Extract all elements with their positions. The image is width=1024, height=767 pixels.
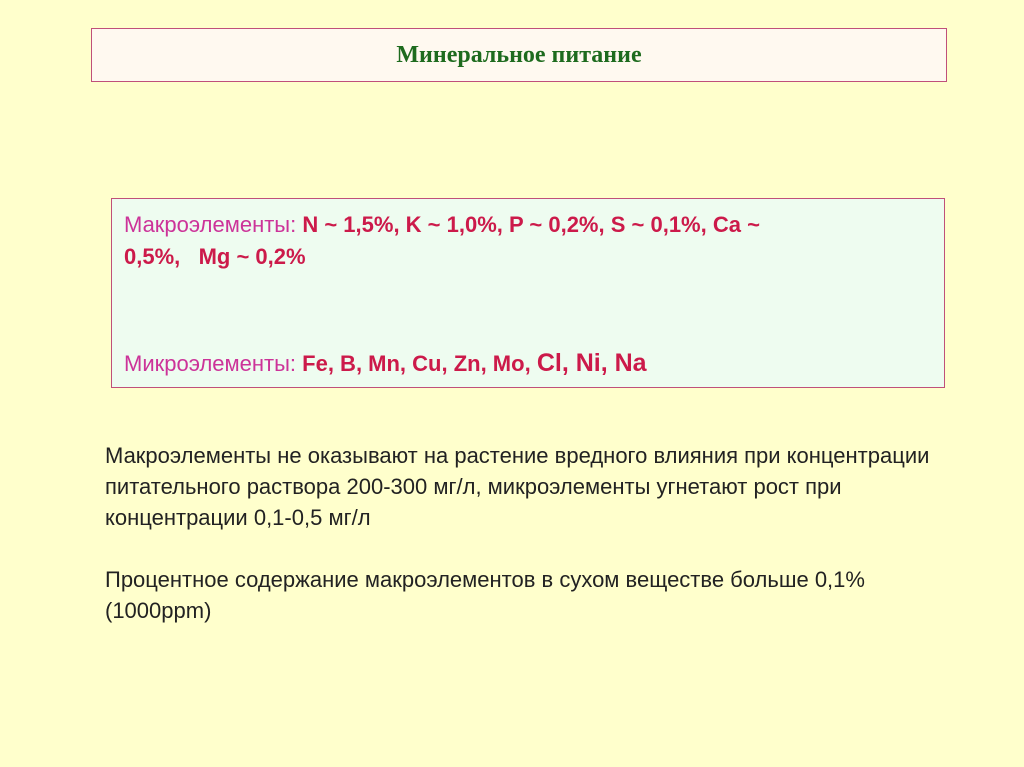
macroelements-label: Макроэлементы:: [124, 212, 303, 237]
elements-box: [111, 198, 945, 388]
paragraph-macro-content: Процентное содержание макроэлементов в сухом веществе больше 0,1% (1000ppm): [105, 567, 865, 623]
macroelements-values-line2: 0,5%, Mg ~ 0,2%: [124, 244, 306, 269]
slide-title: Минеральное питание: [396, 41, 642, 68]
macroelements-line: [124, 209, 930, 273]
microelements-line: [124, 347, 647, 380]
microelements-values: Fe, B, Mn, Cu, Zn, Mo,: [302, 351, 531, 376]
microelements-values-extra: Cl, Ni, Na: [536, 349, 647, 377]
macroelements-values-line1: N ~ 1,5%, K ~ 1,0%, P ~ 0,2%, S ~ 0,1%, Ca ~: [302, 212, 760, 237]
paragraph-macro-toxicity: Макроэлементы не оказывают на растение вредного влияния при концентрации питательного раствора 200-300 мг/л, микроэлементы угнетают рост при концентрации 0,1-0,5 мг/л: [105, 443, 930, 530]
microelements-label: Микроэлементы:: [124, 351, 303, 376]
title-box: [91, 28, 947, 82]
body-text: [105, 440, 945, 626]
